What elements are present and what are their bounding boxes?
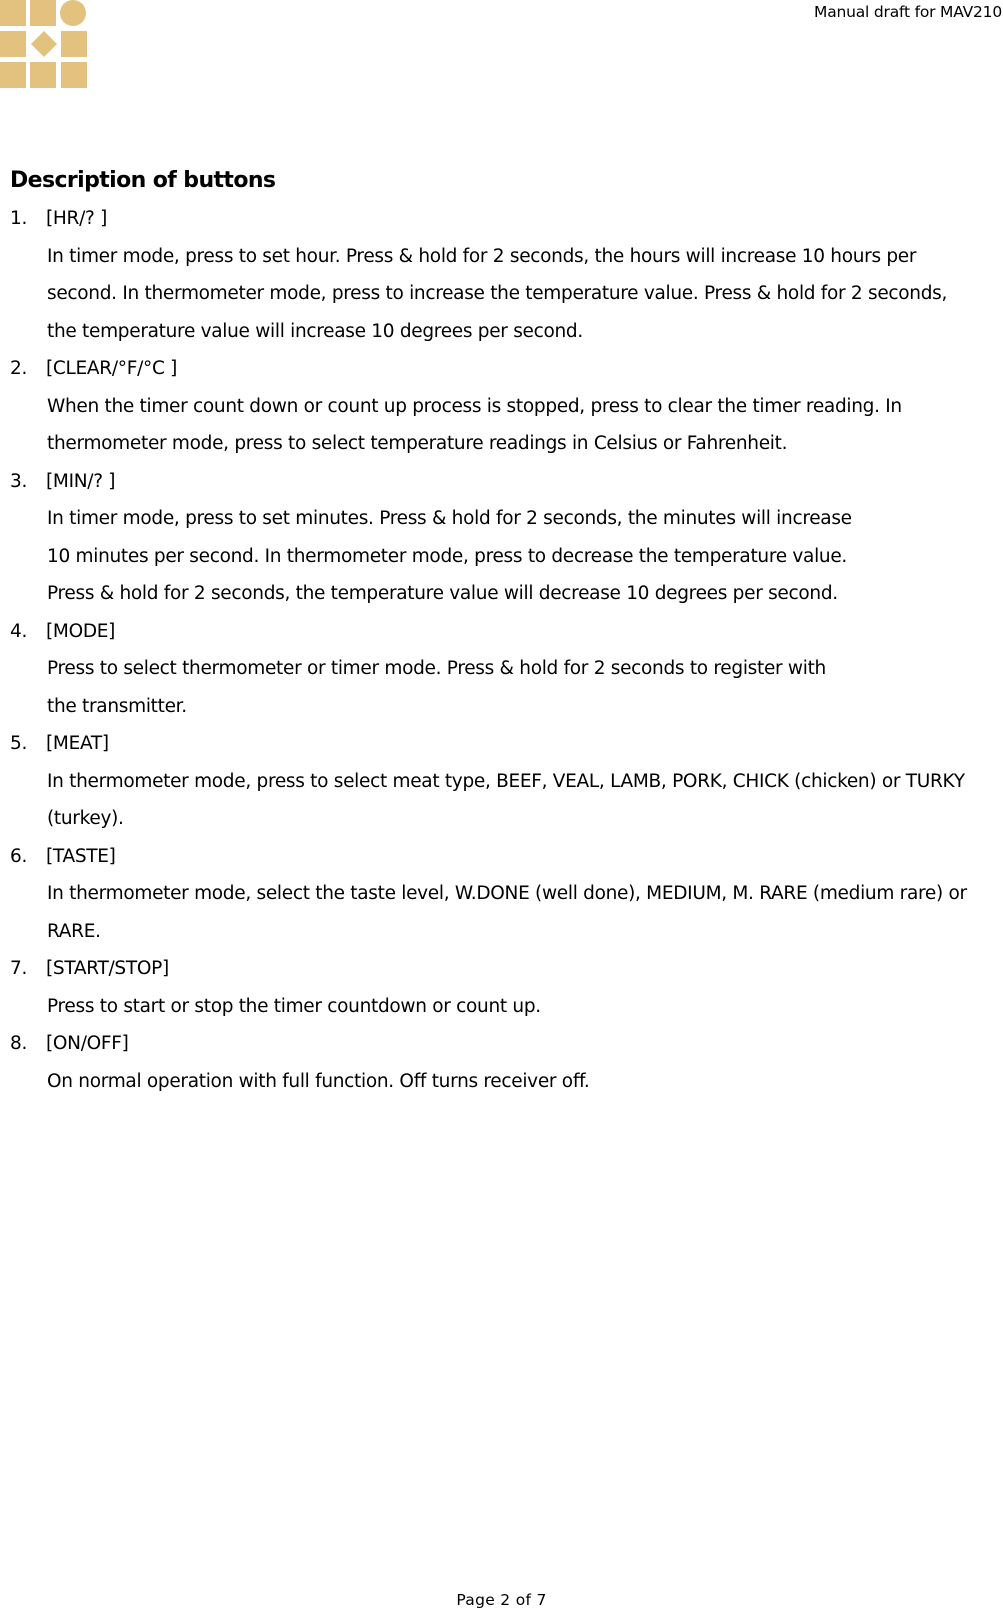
item-heading [0,463,1003,501]
company-logo-icon [0,0,88,88]
item-number: 3. [10,470,28,492]
item-button-label: [MODE] [46,620,116,642]
item-description: Press to start or stop the timer countdown or count up. [47,995,541,1017]
list-item-mode [0,613,1003,726]
item-number: 5. [10,733,28,754]
item-heading [0,350,1003,388]
item-button-label: [ON/OFF] [46,1033,129,1054]
item-description: In timer mode, press to set minutes. Press & hold for 2 seconds, the minutes will increase 10 minutes per second. In thermometer mode, press to decrease the temperature value. Press & hold for 2 seconds, the temperature value will decrease 10 degrees per second. [47,508,852,604]
item-button-label: [START/STOP] [46,958,169,979]
document-header-note: Manual draft for MAV210 [814,3,1002,21]
item-number: 8. [10,1033,28,1054]
item-description: In thermometer mode, select the taste level, W.DONE (well done), MEDIUM, M. RARE (medium rare) or RARE. [47,883,967,942]
item-description: In thermometer mode, press to select meat type, BEEF, VEAL, LAMB, PORK, CHICK (chicken) or TURKY (turkey). [47,770,965,829]
button-description-list [0,200,1003,1100]
item-number: 7. [10,958,28,979]
item-number: 6. [10,845,28,867]
item-heading [0,613,1003,651]
item-heading [0,725,1003,763]
item-button-label: [HR/? ] [46,208,108,229]
item-heading [0,200,1003,238]
item-button-label: [CLEAR/°F/°C ] [46,358,178,379]
list-item-taste [0,838,1003,951]
item-heading [0,838,1003,876]
list-item-hr [0,200,1003,350]
item-button-label: [TASTE] [46,845,116,867]
list-item-meat [0,725,1003,838]
item-heading [0,1025,1003,1063]
list-item-clear [0,350,1003,463]
item-number: 1. [10,208,28,229]
list-item-min [0,463,1003,613]
item-description: On normal operation with full function. Off turns receiver off. [47,1070,590,1092]
list-item-on-off [0,1025,1003,1100]
item-heading [0,950,1003,988]
item-button-label: [MEAT] [46,733,109,754]
item-button-label: [MIN/? ] [46,470,116,492]
section-title: Description of buttons [10,168,276,193]
item-number: 2. [10,358,28,379]
item-number: 4. [10,620,28,642]
item-description: In timer mode, press to set hour. Press & hold for 2 seconds, the hours will increase 10 hours per second. In thermometer mode, press to increase the temperature value. Press & hold for 2 seconds, the temperature value will increase 10 degrees per second. [47,245,948,342]
item-description: When the timer count down or count up process is stopped, press to clear the timer reading. In thermometer mode, press to select temperature readings in Celsius or Fahrenheit. [47,395,902,454]
page-number-footer: Page 2 of 7 [456,1591,547,1609]
item-description: Press to select thermometer or timer mode. Press & hold for 2 seconds to register with the transmitter. [47,658,826,717]
list-item-start-stop [0,950,1003,1025]
